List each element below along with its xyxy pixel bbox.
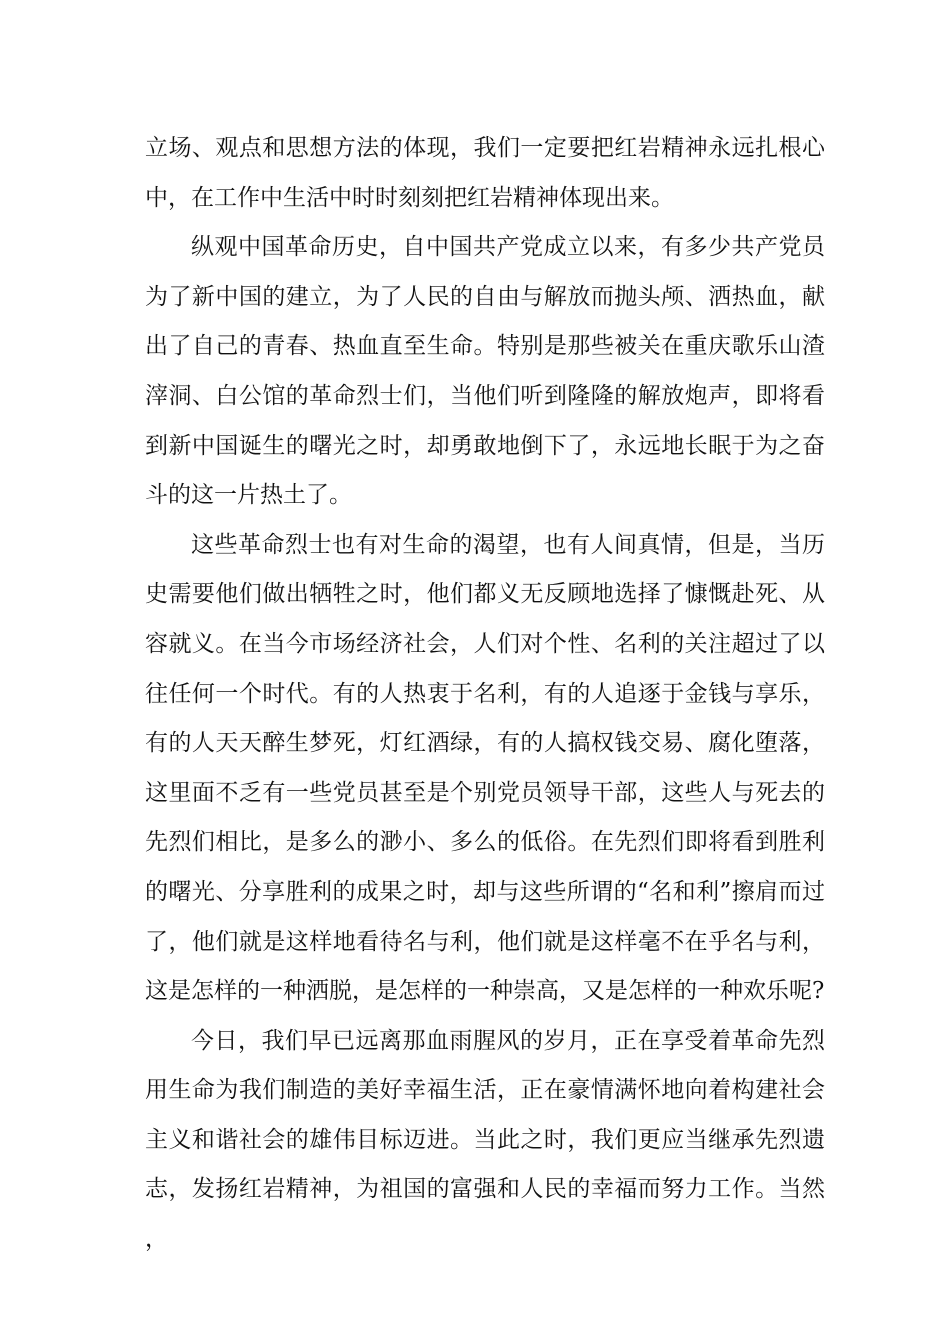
paragraph-3: 这些革命烈士也有对生命的渴望，也有人间真情，但是，当历史需要他们做出牺牲之时，他们都义无反顾地选择了慷慨赴死、从容就义。在当今市场经济社会，人们对个性、名利的关注超过了以往任何一个时代。有的人热衷于名利，有的人追逐于金钱与享乐，有的人天天醉生梦死，灯红酒绿，有的人搞权钱交易、腐化堕落，这里面不乏有一些党员甚至是个别党员领导干部，这些人与死去的先烈们相比，是多么的渺小、多么的低俗。在先烈们即将看到胜利的曙光、分享胜利的成果之时，却与这些所谓的“名和利”擦肩而过了，他们就是这样地看待名与利，他们就是这样毫不在乎名与利，这是怎样的一种洒脱，是怎样的一种崇高，又是怎样的一种欢乐呢? [145,531,825,1005]
paragraph-2: 纵观中国革命历史，自中国共产党成立以来，有多少共产党员为了新中国的建立，为了人民的自由与解放而抛头颅、洒热血，献出了自己的青春、热血直至生命。特别是那些被关在重庆歌乐山渣滓洞、白公馆的革命烈士们，当他们听到隆隆的解放炮声，即将看到新中国诞生的曙光之时，却勇敢地倒下了，永远地长眠于为之奋斗的这一片热土了。 [145,234,825,509]
paragraph-4: 今日，我们早已远离那血雨腥风的岁月，正在享受着革命先烈用生命为我们制造的美好幸福生活，正在豪情满怀地向着构建社会主义和谐社会的雄伟目标迈进。当此之时，我们更应当继承先烈遗志，发扬红岩精神，为祖国的富强和人民的幸福而努力工作。当然， [145,1027,825,1253]
paragraph-1: 立场、观点和思想方法的体现，我们一定要把红岩精神永远扎根心中，在工作中生活中时时刻刻把红岩精神体现出来。 [145,135,825,211]
document-body [145,124,825,1265]
